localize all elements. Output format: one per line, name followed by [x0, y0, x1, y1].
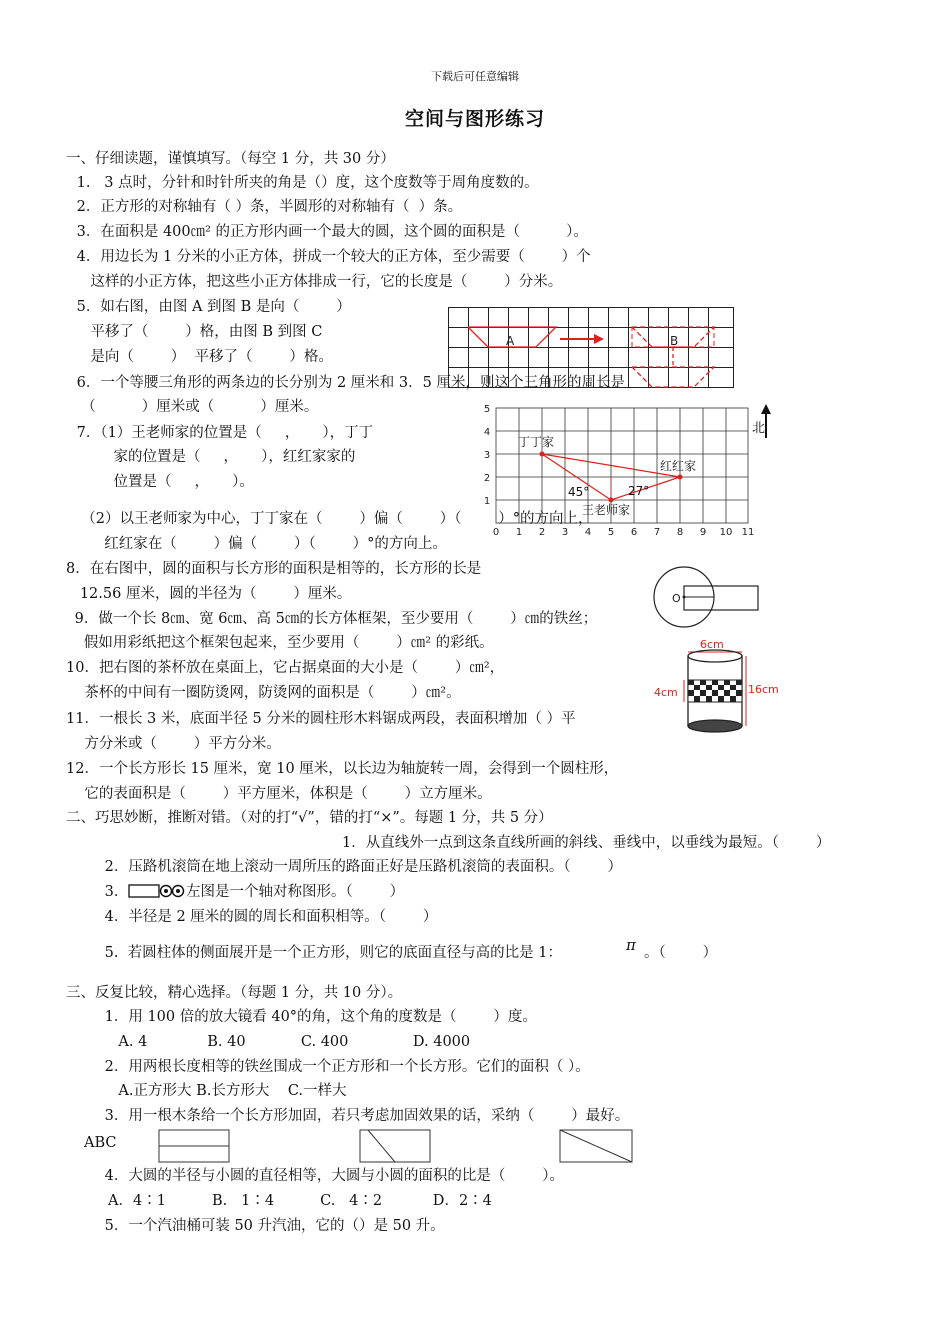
- x-tick: 9: [699, 527, 707, 538]
- question-7-line2: 家的位置是（ ， ），红红家家的: [72, 449, 356, 465]
- x-tick: 5: [607, 527, 615, 538]
- section-1-heading: 一、仔细读题，谨慎填写。（每空 1 分，共 30 分）: [66, 151, 395, 167]
- label-wang: 王老师家: [582, 503, 631, 517]
- y-tick: 1: [483, 496, 491, 507]
- question-5-line2: 平移了（ ）格，由图 B 到图 C: [72, 324, 323, 340]
- question-5-line1: 5．如右图，由图 A 到图 B 是向（ ）: [72, 299, 351, 315]
- band-height-label: 4cm: [654, 686, 678, 699]
- circle-rectangle-figure: [652, 564, 762, 630]
- option-a-rect: [159, 1130, 229, 1162]
- y-tick: 4: [483, 427, 491, 438]
- header-note: 下载后可任意编辑: [431, 70, 519, 83]
- x-tick: 3: [561, 527, 569, 538]
- x-axis-ticks: [493, 527, 755, 538]
- heat-shield-band: [688, 680, 742, 702]
- label-27: 27°: [628, 484, 650, 498]
- choice-4: 4．大圆的半径与小圆的直径相等，大圆与小圆的面积的比是（ ）。: [100, 1168, 564, 1184]
- question-2: 2．正方形的对称轴有（ ）条，半圆形的对称轴有（ ）条。: [72, 199, 463, 215]
- question-10-line2: 茶杯的中间有一圈防烫网，防烫网的面积是（ ）㎝²。: [66, 685, 461, 701]
- arrow-head: [594, 334, 604, 344]
- question-7-line3: 位置是（ ， ）。: [72, 474, 254, 490]
- choice-2-options: A.正方形大 B.长方形大 C.一样大: [100, 1083, 347, 1099]
- point-ding: [540, 452, 545, 457]
- question-9-line2: 假如用彩纸把这个框架包起来，至少要用（ ）㎝² 的彩纸。: [70, 635, 494, 651]
- label-ding: 丁丁家: [518, 435, 555, 449]
- y-axis-ticks: [484, 404, 490, 507]
- shape-b-label: B: [670, 334, 679, 348]
- question-11-line1: 11．一根长 3 米，底面半径 5 分米的圆柱形木料锯成两段，表面积增加（ ）平: [66, 711, 576, 727]
- question-1: 1. 3 点时，分针和时针所夹的角是（）度，这个度数等于周角度数的。: [72, 175, 539, 191]
- x-tick: 10: [719, 527, 733, 538]
- x-tick: 4: [584, 527, 592, 538]
- translation-grid-figure: [448, 307, 738, 393]
- coordinate-map-figure: [478, 398, 788, 540]
- x-tick: 1: [515, 527, 523, 538]
- question-3: 3．在面积是 400㎝² 的正方形内画一个最大的圆，这个圆的面积是（ ）。: [72, 224, 588, 240]
- question-6-line1: 6．一个等腰三角形的两条边的长分别为 2 厘米和 3．5 厘米，则这个三角形的周长是: [72, 375, 625, 391]
- cup-diameter-label: 6cm: [700, 638, 724, 651]
- x-tick: 6: [630, 527, 638, 538]
- question-9-line1: 9．做一个长 8㎝、宽 6㎝、高 5㎝的长方体框架，至少要用（ ）㎝的铁丝；: [70, 611, 598, 627]
- point-hong: [678, 475, 683, 480]
- question-7-line1: 7．（1）王老师家的位置是（ ， ），丁丁: [72, 425, 374, 441]
- question-7-part2-line1: （2）以王老师家为中心，丁丁家在（ ）偏（ ）（ ）°的方向上，: [72, 511, 593, 527]
- north-arrow-icon: [761, 404, 771, 414]
- question-6-line2: （ ）厘米或（ ）厘米。: [72, 399, 319, 415]
- rectangle-shape: [684, 586, 758, 610]
- question-12-line1: 12．一个长方形长 15 厘米，宽 10 厘米，以长边为轴旋转一周，会得到一个圆柱形，: [66, 761, 619, 777]
- y-tick: 3: [483, 450, 491, 461]
- choice-4-options: A．4∶1 B. 1∶4 C. 4∶2 D．2∶4: [108, 1193, 492, 1209]
- judge-5: 5. 若圆柱体的侧面展开是一个正方形，则它的底面直径与高的比是 1：: [100, 945, 562, 961]
- judge-2: 2．压路机滚筒在地上滚动一周所压的路面正好是压路机滚筒的表面积。（ ）: [100, 859, 622, 875]
- shape-a-label: A: [506, 334, 515, 348]
- question-4-line1: 4．用边长为 1 分米的小正方体，拼成一个较大的正方体，至少需要（ ）个: [72, 249, 591, 265]
- choice-3-labels: ABC: [84, 1135, 117, 1151]
- choice-1: 1．用 100 倍的放大镜看 40°的角，这个角的度数是（ ）度。: [100, 1009, 537, 1025]
- cup-height-label: 16cm: [748, 683, 779, 696]
- choice-5: 5．一个汽油桶可装 50 升汽油，它的（）是 50 升。: [100, 1218, 445, 1234]
- x-tick: 8: [676, 527, 684, 538]
- question-8-line1: 8．在右图中，圆的面积与长方形的面积是相等的，长方形的长是: [66, 561, 482, 577]
- question-5-line3: 是向（ ） 平移了（ ）格。: [72, 349, 333, 365]
- page-title: 空间与图形练习: [404, 108, 545, 130]
- pi-symbol: π: [626, 936, 636, 954]
- x-tick: 7: [653, 527, 661, 538]
- y-tick: 2: [483, 473, 491, 484]
- judge-5-tail: 。（ ）: [644, 945, 718, 961]
- judge-3: 左图是一个轴对称图形。（ ）: [186, 884, 405, 900]
- judge-4: 4．半径是 2 厘米的圆的周长和面积相等。（ ）: [100, 909, 438, 925]
- section-3-heading: 三、反复比较，精心选择。（每题 1 分，共 10 分）。: [66, 985, 403, 1001]
- section-2-heading: 二、巧思妙断，推断对错。（对的打“√”，错的打“×”。每题 1 分，共 5 分）: [66, 810, 553, 826]
- cup-figure: [650, 636, 790, 740]
- question-12-line2: 它的表面积是（ ）平方厘米，体积是（ ）立方厘米。: [66, 786, 492, 802]
- choice-3: 3．用一根木条给一个长方形加固，若只考虑加固效果的话，采纳（ ）最好。: [100, 1108, 630, 1124]
- choice-2: 2．用两根长度相等的铁丝围成一个正方形和一个长方形。它们的面积（ ）。: [100, 1059, 590, 1075]
- option-c-rect: [560, 1130, 632, 1162]
- x-tick: 11: [741, 527, 755, 538]
- point-wang: [609, 498, 614, 503]
- option-b-rect: [360, 1130, 430, 1162]
- label-hong: 红红家: [660, 459, 697, 473]
- question-4-line2: 这样的小正方体，把这些小正方体排成一行，它的长度是（ ）分米。: [72, 274, 563, 290]
- reinforce-options-figure: [155, 1126, 635, 1166]
- question-8-line2: 12.56 厘米，圆的半径为（ ）厘米。: [66, 586, 352, 602]
- x-tick: 0: [492, 527, 500, 538]
- label-45: 45°: [568, 485, 590, 499]
- question-10-line1: 10．把右图的茶杯放在桌面上，它占据桌面的大小是（ ）㎝²，: [66, 660, 505, 676]
- circle-center-label: O: [672, 592, 681, 605]
- symmetry-figure-icon: [128, 882, 184, 900]
- question-11-line2: 方分米或（ ）平方分米。: [66, 736, 281, 752]
- question-7-part2-line2: 红红家在（ ）偏（ ）（ ）°的方向上。: [72, 536, 447, 552]
- label-north: 北: [752, 421, 766, 436]
- judge-1: 1．从直线外一点到这条直线所画的斜线、垂线中，以垂线为最短。（ ）: [342, 835, 831, 851]
- judge-3-number: 3．: [100, 884, 129, 900]
- x-tick: 2: [538, 527, 546, 538]
- shape-c: [632, 367, 714, 387]
- choice-1-options: A. 4 B. 40 C. 400 D. 4000: [100, 1034, 471, 1050]
- y-tick: 5: [483, 404, 491, 415]
